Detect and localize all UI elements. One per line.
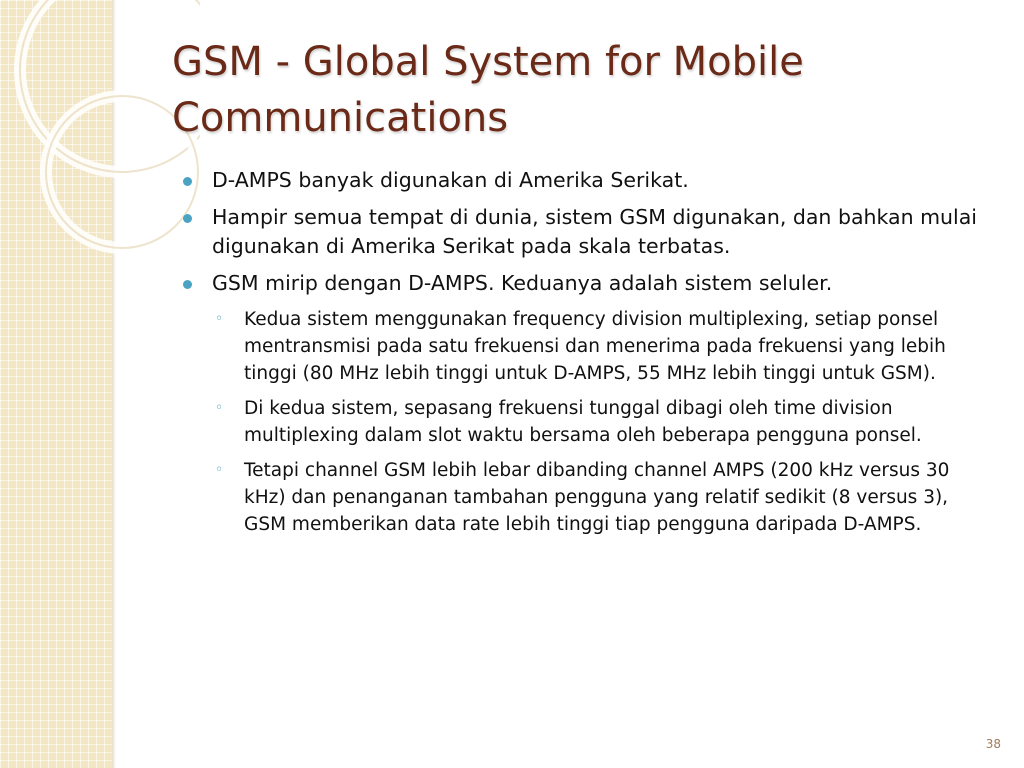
bullet-dot-icon xyxy=(183,214,192,223)
sub-bullet-text: Di kedua sistem, sepasang frekuensi tunggal dibagi oleh time division multiplexing dalam slot waktu bersama oleh beberapa pengguna ponsel. xyxy=(244,398,922,446)
bullet-text: GSM mirip dengan D-AMPS. Keduanya adalah sistem seluler. xyxy=(212,271,833,295)
decorative-rings xyxy=(0,0,200,260)
circle-bullet-icon: ◦ xyxy=(215,311,224,327)
sub-bullet-item xyxy=(180,306,980,387)
bullet-text: Hampir semua tempat di dunia, sistem GSM digunakan, dan bahkan mulai digunakan di Amerika Serikat pada skala terbatas. xyxy=(212,205,978,258)
sub-bullet-item xyxy=(180,395,980,449)
circle-bullet-icon: ◦ xyxy=(215,400,224,416)
bullet-dot-icon xyxy=(183,177,192,186)
bullet-text: D-AMPS banyak digunakan di Amerika Serikat. xyxy=(212,168,689,192)
slide-content xyxy=(180,166,980,546)
bullet-dot-icon xyxy=(183,280,192,289)
slide-title: GSM - Global System for Mobile Communications xyxy=(172,39,804,141)
bullet-item xyxy=(180,269,980,298)
sub-bullet-item xyxy=(180,457,980,538)
bullet-item xyxy=(180,203,980,261)
circle-bullet-icon: ◦ xyxy=(215,462,224,478)
sub-bullet-text: Tetapi channel GSM lebih lebar dibanding channel AMPS (200 kHz versus 30 kHz) dan penanganan tambahan pengguna yang relatif sedikit (8 versus 3), GSM memberikan data rate lebih tinggi tiap pengguna daripada D-AMPS. xyxy=(244,460,950,535)
sub-bullet-text: Kedua sistem menggunakan frequency division multiplexing, setiap ponsel mentransmisi pada satu frekuensi dan menerima pada frekuensi yang lebih tinggi (80 MHz lebih tinggi untuk D-AMPS, 55 MHz lebih tinggi untuk GSM). xyxy=(244,309,946,384)
page-number: 38 xyxy=(985,737,1001,751)
bullet-item xyxy=(180,166,980,195)
